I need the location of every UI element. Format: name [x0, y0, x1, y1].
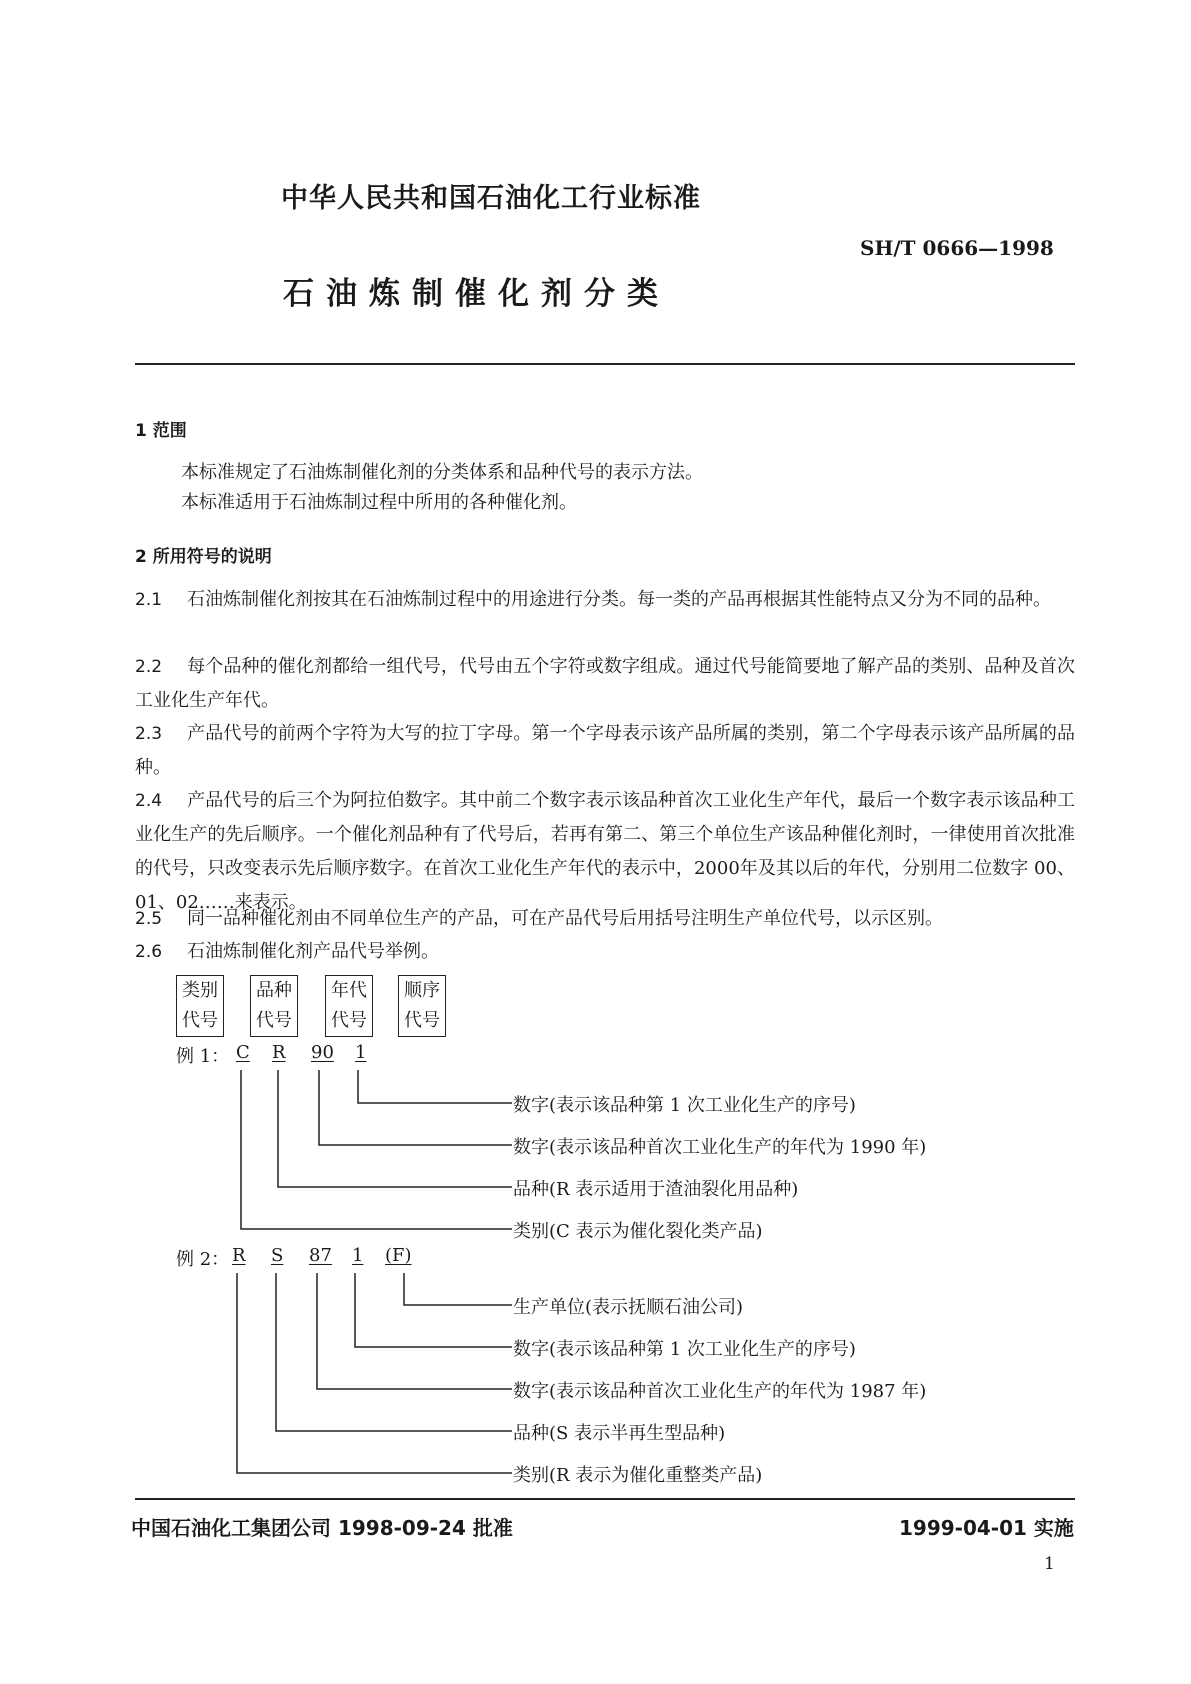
- section-2-heading: 2 所用符号的说明: [135, 547, 272, 567]
- example-2-connector-sequence: [355, 1273, 512, 1347]
- legend-box-line: 代号: [404, 1010, 440, 1031]
- example-1-connector-variety: [278, 1070, 512, 1187]
- clause-text: 每个品种的催化剂都给一组代号，代号由五个字符或数字组成。通过代号能简要地了解产品的类别、品种及首次工业化生产年代。: [135, 656, 1075, 711]
- example-1-code-year: 90: [311, 1042, 334, 1063]
- section-1-paragraph-2: 本标准适用于石油炼制过程中所用的各种催化剂。: [181, 492, 577, 513]
- example-2-desc-year: 数字(表示该品种首次工业化生产的年代为 1987 年): [513, 1381, 927, 1402]
- section-1-heading: 1 范围: [135, 421, 187, 441]
- example-2-desc-category: 类别(R 表示为催化重整类产品): [513, 1465, 763, 1486]
- clause-number: 2.2: [135, 657, 163, 677]
- standard-code: SH/T 0666—1998: [860, 236, 1054, 260]
- legend-box-line: 年代: [331, 980, 367, 1001]
- legend-box-line: 代号: [331, 1010, 367, 1031]
- legend-box-line: 品种: [256, 980, 292, 1001]
- example-2-code-variety: S: [271, 1245, 284, 1266]
- example-1-desc-category: 类别(C 表示为催化裂化类产品): [513, 1221, 763, 1242]
- clause-text: 同一品种催化剂由不同单位生产的产品，可在产品代号后用括号注明生产单位代号，以示区别。: [187, 908, 943, 929]
- example-2-code-category: R: [232, 1245, 246, 1266]
- example-2-code-sequence: 1: [352, 1245, 364, 1266]
- legend-box-line: 代号: [256, 1010, 292, 1031]
- approval-line: 中国石油化工集团公司 1998-09-24 批准: [131, 1516, 513, 1540]
- legend-box-line: 类别: [182, 980, 218, 1001]
- example-1-label: 例 1：: [176, 1046, 230, 1067]
- example-1-connector-year: [319, 1070, 512, 1145]
- clause-text: 石油炼制催化剂产品代号举例。: [187, 941, 439, 962]
- legend-box-line: 代号: [182, 1010, 218, 1031]
- bottom-divider: [135, 1498, 1075, 1500]
- example-2-connector-producer: [404, 1273, 512, 1305]
- example-1-code-category: C: [236, 1042, 250, 1063]
- example-1-desc-sequence: 数字(表示该品种第 1 次工业化生产的序号): [513, 1095, 856, 1116]
- example-2-label: 例 2：: [176, 1249, 230, 1270]
- clause-number: 2.5: [135, 909, 163, 929]
- example-1-connector-category: [241, 1070, 512, 1229]
- example-1-desc-year: 数字(表示该品种首次工业化生产的年代为 1990 年): [513, 1137, 927, 1158]
- example-2-connector-category: [237, 1273, 512, 1473]
- example-1-code-variety: R: [272, 1042, 286, 1063]
- example-2-desc-producer: 生产单位(表示抚顺石油公司): [513, 1297, 744, 1318]
- example-1-desc-variety: 品种(R 表示适用于渣油裂化用品种): [513, 1179, 799, 1200]
- clause-number: 2.1: [135, 590, 163, 610]
- example-1-connector-sequence: [358, 1070, 512, 1103]
- example-2-desc-variety: 品种(S 表示半再生型品种): [513, 1423, 726, 1444]
- example-2-code-year: 87: [309, 1245, 332, 1266]
- clause-number: 2.4: [135, 791, 163, 811]
- example-2-connector-variety: [276, 1273, 512, 1431]
- section-1-paragraph-1: 本标准规定了石油炼制催化剂的分类体系和品种代号的表示方法。: [181, 462, 703, 483]
- implementation-date: 1999-04-01 实施: [899, 1516, 1074, 1540]
- example-2-desc-sequence: 数字(表示该品种第 1 次工业化生产的序号): [513, 1339, 856, 1360]
- clause-text: 产品代号的后三个为阿拉伯数字。其中前二个数字表示该品种首次工业化生产年代，最后一个数字表示该品种工业化生产的先后顺序。一个催化剂品种有了代号后，若再有第二、第三个单位生产该品种催化剂时，一律使用首次批准的代号，只改变表示先后顺序数字。在首次工业化生产年代的表示中，2000年及其以后的年代，分别用二位数字 00、01、02……来表示。: [135, 790, 1075, 913]
- example-2-code-producer: (F): [385, 1245, 412, 1266]
- standard-org-title: 中华人民共和国石油化工行业标准: [281, 183, 701, 214]
- clause-number: 2.3: [135, 724, 163, 744]
- clause-text: 产品代号的前两个字符为大写的拉丁字母。第一个字母表示该产品所属的类别，第二个字母表示该产品所属的品种。: [135, 723, 1075, 778]
- legend-box-line: 顺序: [404, 980, 440, 1001]
- example-2-connector-year: [317, 1273, 512, 1389]
- page-number: 1: [1044, 1554, 1055, 1574]
- example-1-code-sequence: 1: [355, 1042, 367, 1063]
- document-title: 石油炼制催化剂分类: [283, 276, 670, 312]
- clause-number: 2.6: [135, 942, 163, 962]
- clause-text: 石油炼制催化剂按其在石油炼制过程中的用途进行分类。每一类的产品再根据其性能特点又分为不同的品种。: [187, 589, 1051, 610]
